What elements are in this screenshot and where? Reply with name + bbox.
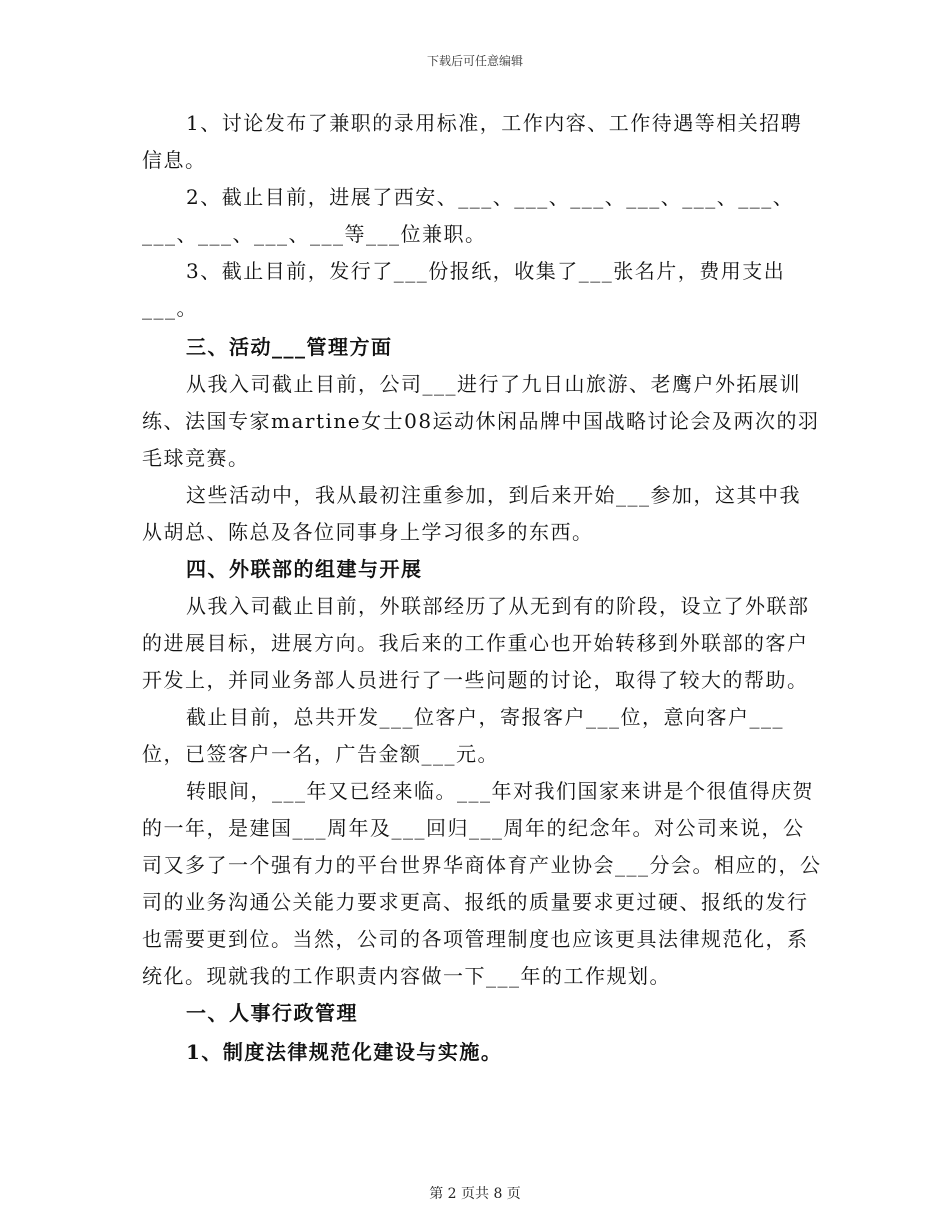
page-footer: 第 2 页共 8 页	[429, 1186, 521, 1202]
document-body	[142, 105, 822, 1071]
paragraph: 3、截止目前，发行了___份报纸，收集了___张名片，费用支出___。	[142, 259, 786, 320]
subsection-heading: 1、制度法律规范化建设与实施。	[186, 1040, 503, 1064]
section-heading: 一、人事行政管理	[186, 1001, 358, 1025]
section-heading: 三、活动___管理方面	[186, 335, 393, 359]
paragraph: 这些活动中，我从最初注重参加，到后来开始___参加，这其中我从胡总、陈总及各位同事身上学习很多的东西。	[142, 483, 801, 544]
paragraph: 2、截止目前，进展了西安、___、___、___、___、___、___、___、___、___、___等___位兼职。	[142, 185, 795, 246]
paragraph: 从我入司截止目前，外联部经历了从无到有的阶段，设立了外联部的进展目标，进展方向。我后来的工作重心也开始转移到外联部的客户开发上，并同业务部人员进行了一些问题的讨论，取得了较大的帮助。	[142, 594, 810, 692]
page-header: 下载后可任意编辑	[426, 54, 523, 68]
paragraph: 转眼间，___年又已经来临。___年对我们国家来讲是个很值得庆贺的一年，是建国___周年及___回归___周年的纪念年。对公司来说，公司又多了一个强有力的平台世界华商体育产业协会___分会。相应的，公司的业务沟通公关能力要求更高、报纸的质量要求更过硬、报纸的发行也需要更到位。当然，公司的各项管理制度也应该更具法律规范化，系统化。现就我的工作职责内容做一下___年的工作规划。	[142, 779, 822, 988]
paragraph: 从我入司截止目前，公司___进行了九日山旅游、老鹰户外拓展训练、法国专家martine女士08运动休闲品牌中国战略讨论会及两次的羽毛球竞赛。	[142, 372, 820, 470]
paragraph: 1、讨论发布了兼职的录用标准，工作内容、工作待遇等相关招聘信息。	[142, 111, 803, 172]
section-heading: 四、外联部的组建与开展	[186, 557, 423, 581]
paragraph: 截止目前，总共开发___位客户，寄报客户___位，意向客户___位，已签客户一名，广告金额___元。	[142, 705, 784, 766]
